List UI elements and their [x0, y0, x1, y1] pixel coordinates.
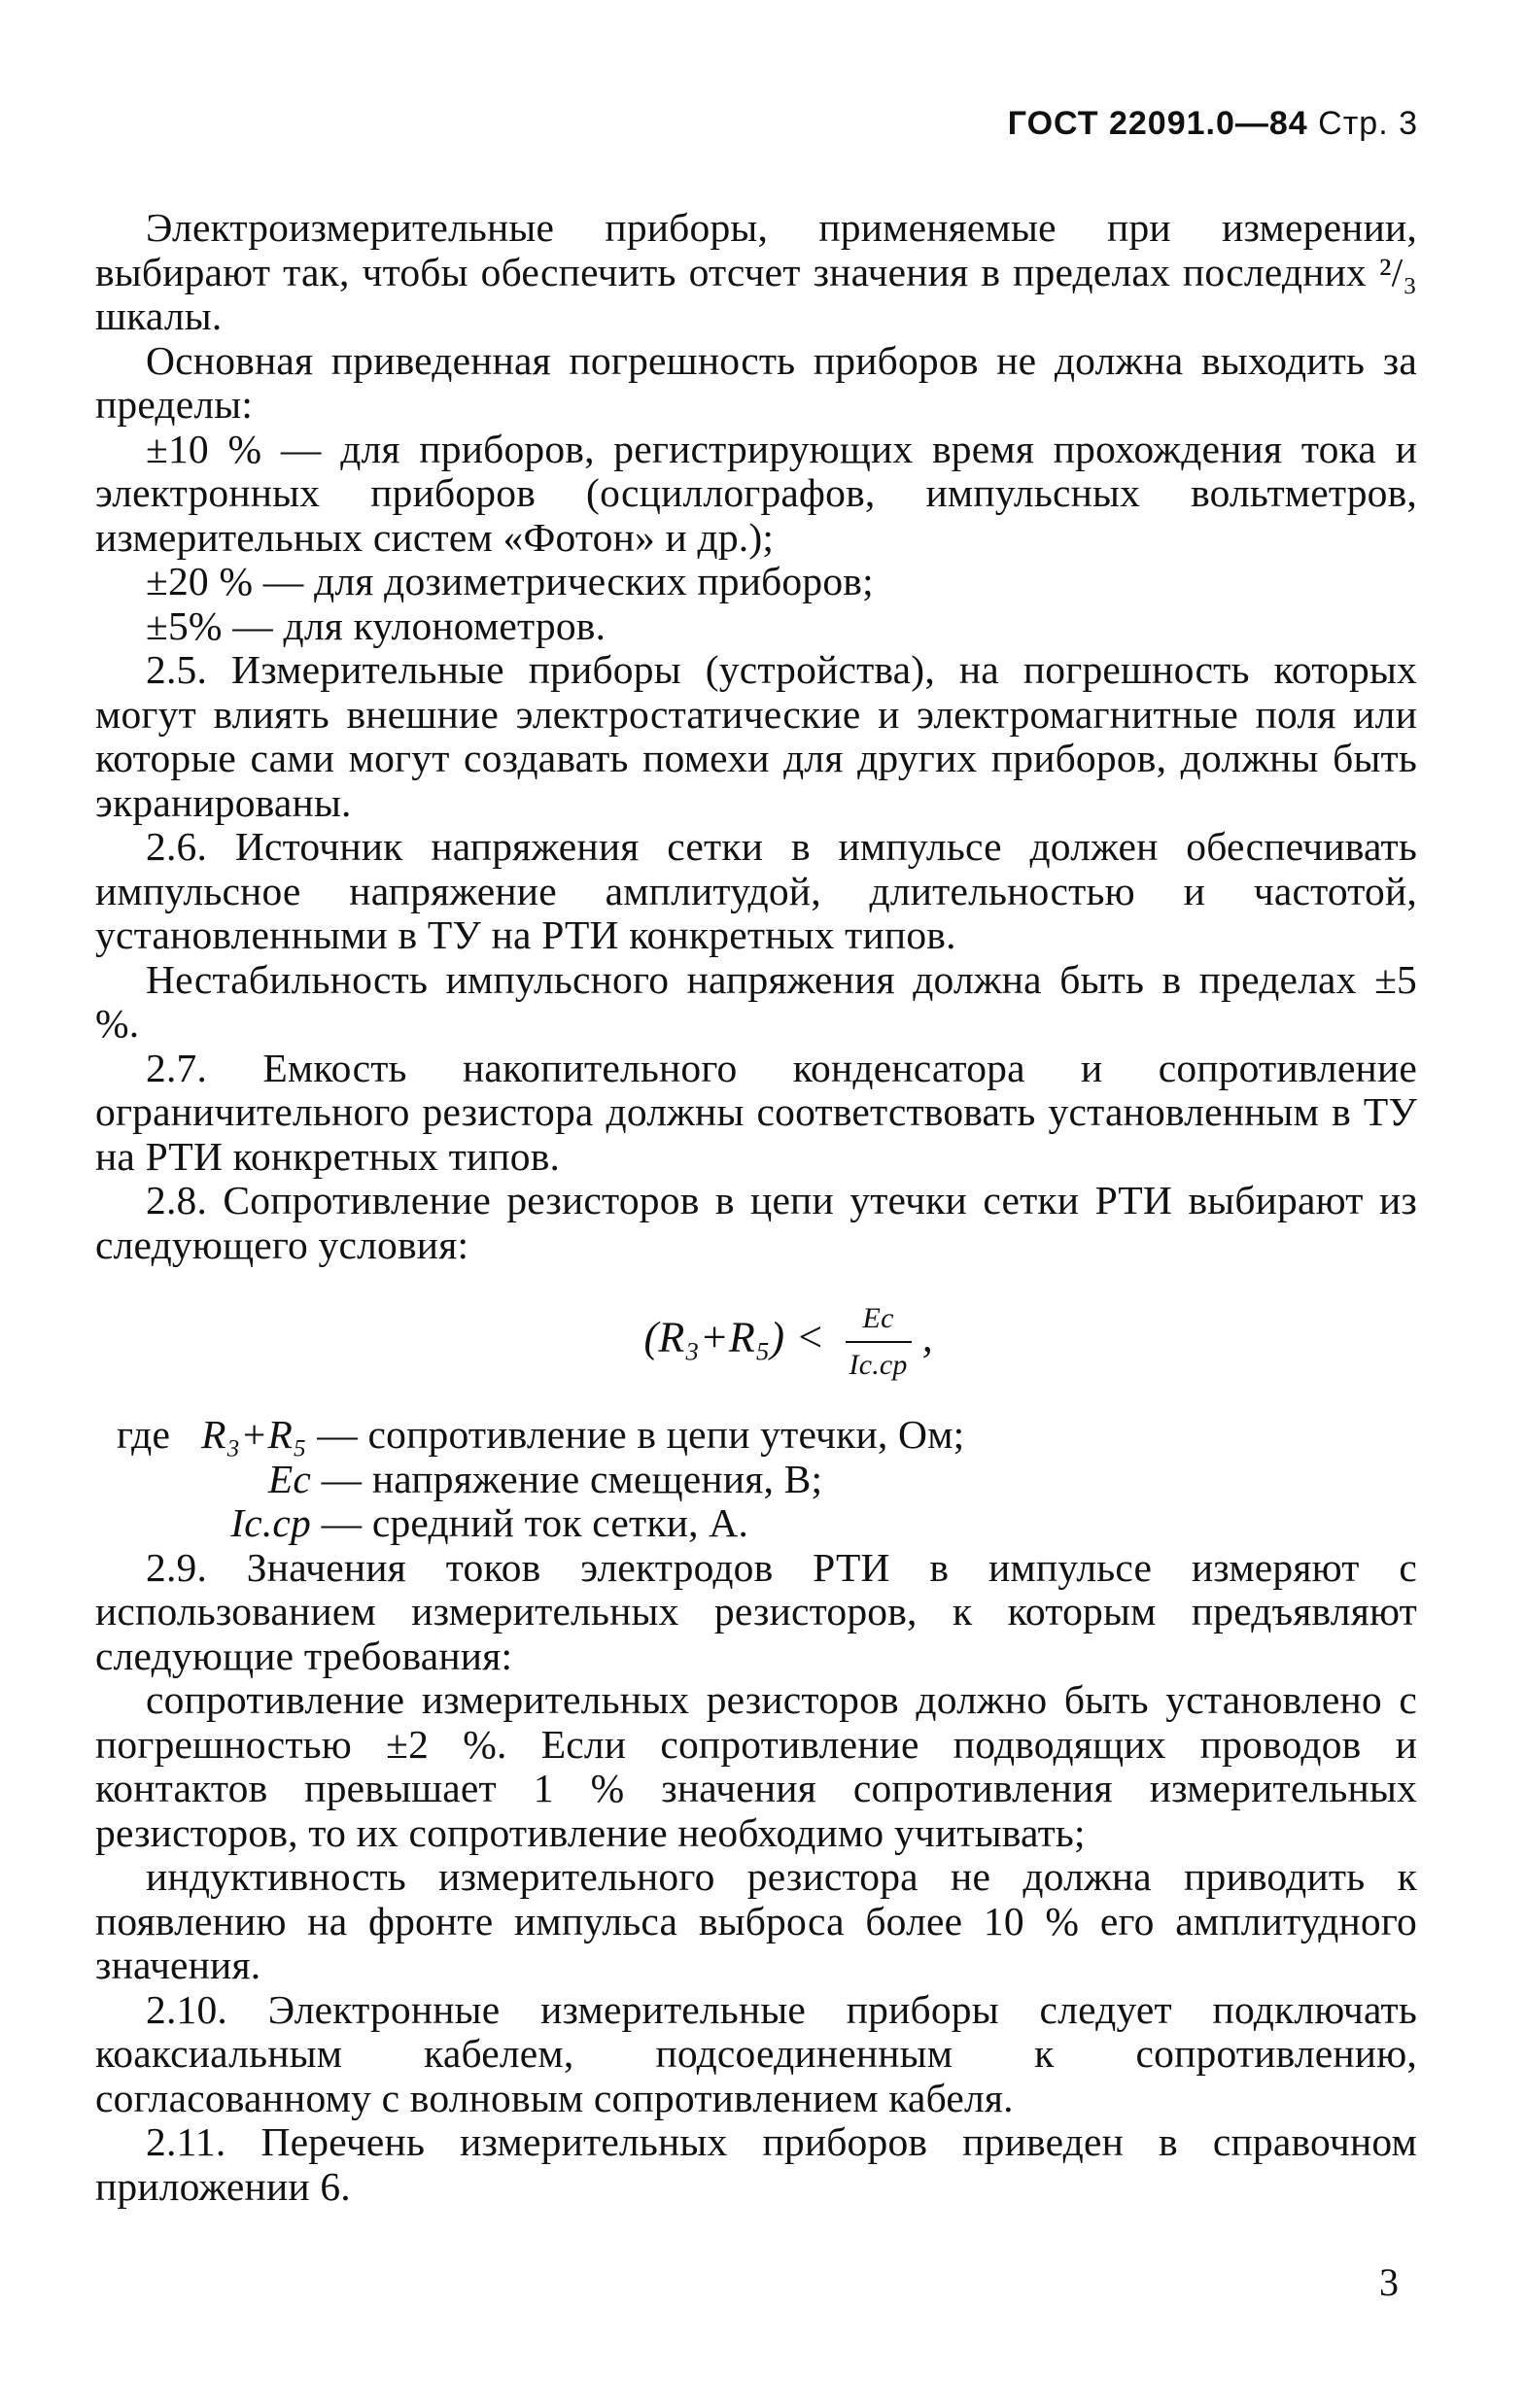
- definition-symbol: Eс: [267, 1456, 311, 1501]
- document-body: [95, 206, 1417, 2209]
- paragraph: ±10 % — для приборов, регистрирующих время прохождения тока и электронных приборов (осциллографов, импульсных вольтметров, измерительных систем «Фотон» и др.);: [95, 426, 1417, 560]
- definitions: [117, 1413, 1417, 1546]
- page-label: Стр. 3: [1318, 105, 1418, 142]
- definition-desc: — сопротивление в цепи утечки, Ом;: [317, 1412, 965, 1457]
- definition-symbol: R₃+R₅: [201, 1412, 307, 1457]
- paragraph: 2.11. Перечень измерительных приборов приведен в справочном приложении 6.: [95, 2119, 1417, 2209]
- paragraph: Нестабильность импульсного напряжения должна быть в пределах ±5 %.: [95, 956, 1417, 1046]
- paragraph: 2.7. Емкость накопительного конденсатора и сопротивление ограничительного резистора должны соответствовать установленным в ТУ на РТИ конкретных типов.: [95, 1045, 1417, 1179]
- definition-row: [117, 1501, 1417, 1546]
- definition-row: [117, 1413, 1417, 1458]
- definition-desc: — средний ток сетки, А.: [321, 1500, 749, 1545]
- definition-prefix: где: [117, 1412, 171, 1457]
- definition-row: [117, 1458, 1417, 1502]
- page-number: 3: [1379, 2260, 1399, 2304]
- paragraph: 2.6. Источник напряжения сетки в импульсе должен обеспечивать импульсное напряжение амплитудой, длительностью и частотой, установленными в ТУ на РТИ конкретных типов.: [95, 824, 1417, 957]
- paragraph: сопротивление измерительных резисторов должно быть установлено с погрешностью ±2 %. Если сопротивление подводящих проводов и контактов превышает 1 % значения сопротивления измерительных резисторов, то их сопротивление необходимо учитывать;: [95, 1677, 1417, 1855]
- formula-numerator: Eс: [846, 1296, 912, 1343]
- definition-desc: — напряжение смещения, В;: [321, 1456, 823, 1501]
- paragraph: ±5% — для кулонометров.: [146, 602, 607, 648]
- paragraph: Основная приведенная погрешность приборов не должна выходить за пределы:: [95, 337, 1417, 427]
- paragraph: Электроизмерительные приборы, применяемые при измерении, выбирают так, чтобы обеспечить отсчет значения в пределах последних ²/₃ шкалы.: [95, 205, 1417, 338]
- paragraph: 2.5. Измерительные приборы (устройства), на погрешность которых могут влиять внешние электростатические и электромагнитные поля или которые сами могут создавать помехи для других приборов, должны быть экранированы.: [95, 647, 1417, 825]
- formula-lhs: (R₃+R₅) <: [643, 1313, 825, 1361]
- formula-denominator: Iс.ср: [849, 1348, 908, 1381]
- formula: [95, 1267, 1417, 1413]
- paragraph: ±20 % — для дозиметрических приборов;: [146, 559, 874, 603]
- formula-tail: ,: [921, 1313, 933, 1361]
- definition-symbol: Iс.ср: [230, 1500, 311, 1545]
- paragraph: индуктивность измерительного резистора не должна приводить к появлению на фронте импульса выброса более 10 % его амплитудного значения.: [95, 1854, 1417, 1987]
- paragraph: 2.9. Значения токов электродов РТИ в импульсе измеряют с использованием измерительных резисторов, к которым предъявляют следующие требования:: [95, 1544, 1417, 1678]
- page-header: [1008, 105, 1418, 143]
- paragraph: 2.8. Сопротивление резисторов в цепи утечки сетки РТИ выбирают из следующего условия:: [95, 1178, 1417, 1267]
- gost-number: ГОСТ 22091.0—84: [1007, 105, 1308, 142]
- formula-fraction: [846, 1296, 912, 1387]
- paragraph: 2.10. Электронные измерительные приборы следует подключать коаксиальным кабелем, подсоединенным к сопротивлению, согласованному с волновым сопротивлением кабеля.: [95, 1986, 1417, 2120]
